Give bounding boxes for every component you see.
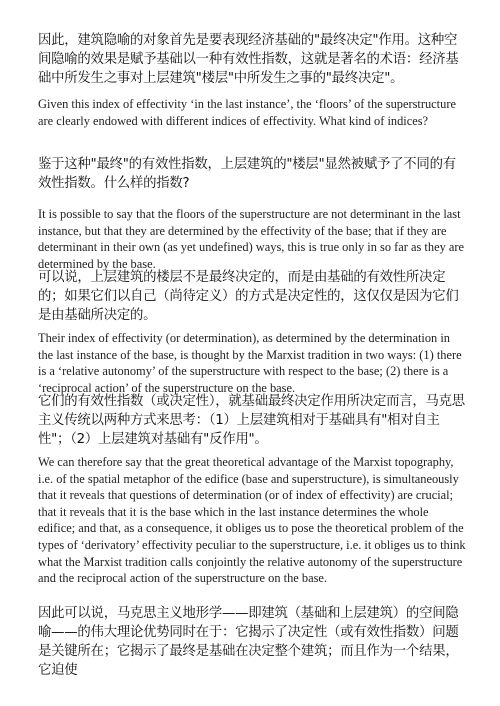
paragraph-zh-1: 因此，建筑隐喻的对象首先是要表现经济基础的"最终决定"作用。这种空间隐喻的效果是赋予基础以一种有效性指数，这就是著名的术语：经济基础中所发生之事对上层建筑"楼层"中所发生之事的"最终决定"。 xyxy=(38,33,459,86)
paragraph-zh-3: 可以说，上层建筑的楼层不是最终决定的，而是由基础的有效性所决定的；如果它们以自己（尚待定义）的方式是决定性的，这仅仅是因为它们是由基础所决定的。 xyxy=(38,270,459,323)
paragraph-zh-4: 它们的有效性指数（或决定性），就基础最终决定作用所决定而言，马克思主义传统以两种方式来思考：（1）上层建筑相对于基础具有"相对自主性"；（2）上层建筑对基础有"反作用"。 xyxy=(38,394,465,447)
paragraph-en-4: We can therefore say that the great theoretical advantage of the Marxist topography, i.e. of the spatial metaphor of the edifice (base and superstructure), is simultaneously that it reveals that questions of determination (or of index of effectivity) are crucial; that it reveals that it is the base which in the last instance determines the whole edifice; and that, as a consequence, it obliges us to pose the theoretical problem of the types of ‘derivatory’ effectivity peculiar to the superstructure, i.e. it obliges us to think what the Marxist tradition calls conjointly the relative autonomy of the superstructure and the reciprocal action of the superstructure on the base. xyxy=(38,455,466,586)
paragraph-en-3: Their index of effectivity (or determination), as determined by the determination in the last instance of the base, is thought by the Marxist tradition in two ways: (1) there is a ‘relative autonomy’ of the superstructure with respect to the base; (2) there is a ‘reciprocal action’ of the superstructure on the base. xyxy=(38,331,462,395)
paragraph-zh-5: 因此可以说，马克思主义地形学——即建筑（基础和上层建筑）的空间隐喻——的伟大理论优势同时在于：它揭示了决定性（或有效性指数）问题是关键所在；它揭示了最终是基础在决定整个建筑；而且作为一个结果，它迫使 xyxy=(38,606,459,678)
paragraph-en-1: Given this index of effectivity ‘in the last instance’, the ‘floors’ of the superstructure are clearly endowed with different indices of effectivity. What kind of indices? xyxy=(38,97,456,128)
paragraph-en-2: It is possible to say that the floors of the superstructure are not determinant in the last instance, but that they are determined by the effectivity of the base; that if they are determinant in their own (as yet undefined) ways, this is true only in so far as they are determined by the base. xyxy=(38,207,464,271)
paragraph-zh-2: 鉴于这种"最终"的有效性指数，上层建筑的"楼层"显然被赋予了不同的有效性指数。什么样的指数? xyxy=(38,157,456,191)
